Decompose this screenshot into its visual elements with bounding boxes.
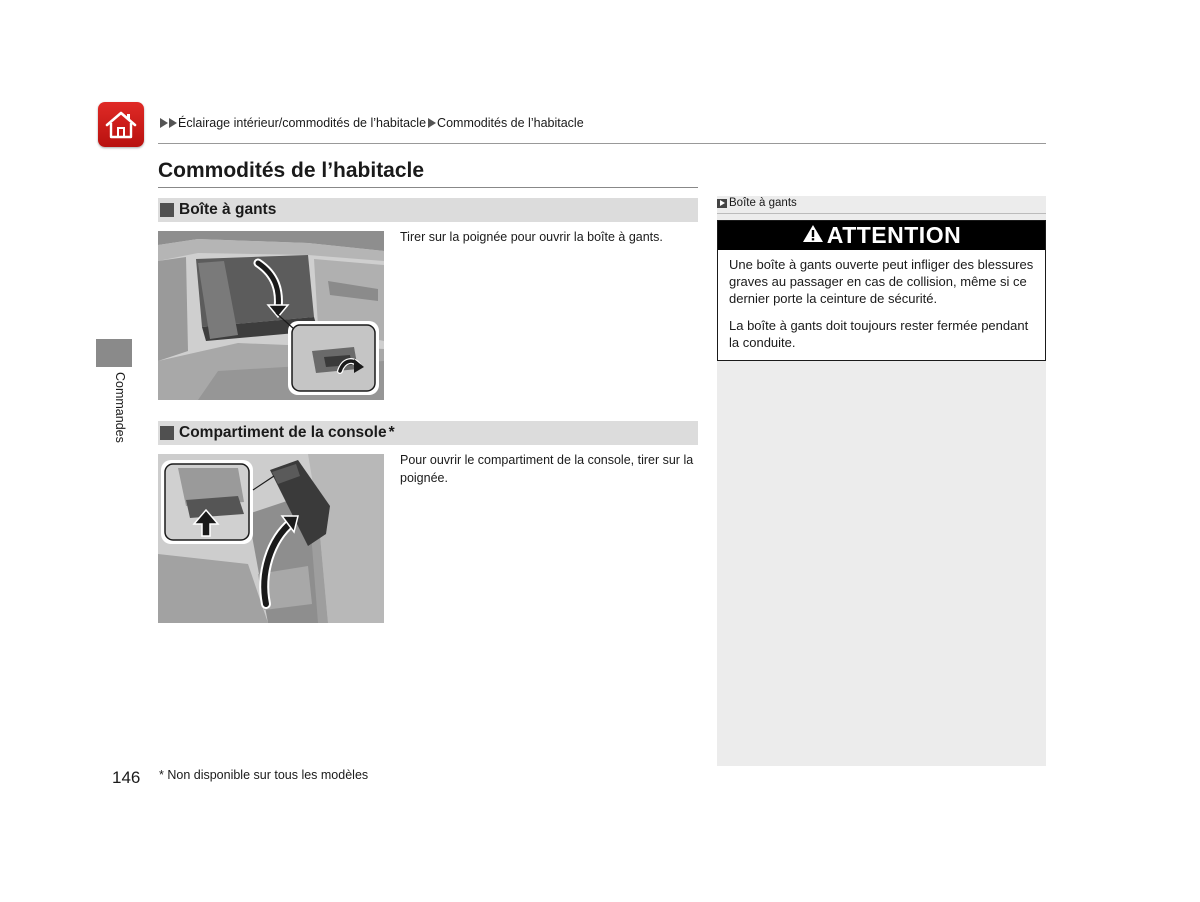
note-divider — [717, 213, 1046, 214]
section-text-boite-a-gants: Tirer sur la poignée pour ouvrir la boîte à gants. — [400, 230, 663, 244]
section-text-compartiment-console: Pour ouvrir le compartiment de la console, tirer sur la poignée. — [400, 453, 694, 485]
warning-triangle-icon — [802, 224, 827, 248]
breadcrumb — [160, 116, 584, 130]
console-compartment-illustration — [158, 454, 384, 623]
breadcrumb-divider — [158, 143, 1046, 144]
page-number: 146 — [112, 768, 141, 787]
side-tab-label[interactable]: Commandes — [113, 372, 127, 443]
side-tab-marker — [96, 339, 132, 367]
home-button[interactable] — [98, 102, 144, 147]
title-divider — [158, 187, 698, 188]
warning-paragraph: Une boîte à gants ouverte peut infliger des blessures graves au passager en cas de collision, même si ce dernier porte la ceinture de sécurité. — [729, 257, 1034, 306]
warning-body — [718, 250, 1045, 351]
section-marker-icon — [160, 426, 174, 440]
warning-title: ATTENTION — [826, 222, 962, 248]
warning-paragraph: La boîte à gants doit toujours rester fermée pendant la conduite. — [729, 318, 1029, 350]
note-reference — [717, 197, 797, 209]
unavailable-asterisk: * — [388, 424, 395, 441]
glove-box-illustration — [158, 231, 384, 400]
home-icon — [104, 110, 138, 140]
triangle-right-icon — [160, 118, 168, 128]
page-title: Commodités de l’habitacle — [158, 159, 425, 182]
reference-arrow-icon — [717, 199, 727, 208]
footnote: * Non disponible sur tous les modèles — [159, 768, 369, 782]
warning-header — [718, 221, 1045, 250]
section-header-compartiment-console — [158, 421, 698, 445]
breadcrumb-item-commodites[interactable]: Commodités de l’habitacle — [437, 116, 584, 130]
note-reference-label[interactable]: Boîte à gants — [729, 197, 797, 209]
section-title: Compartiment de la console — [179, 424, 387, 441]
warning-box — [717, 220, 1046, 361]
section-header-boite-a-gants — [158, 198, 698, 222]
section-marker-icon — [160, 203, 174, 217]
triangle-right-icon — [428, 118, 436, 128]
triangle-right-icon — [169, 118, 177, 128]
breadcrumb-item-eclairage[interactable]: Éclairage intérieur/commodités de l’habitacle — [178, 116, 427, 130]
section-title: Boîte à gants — [179, 201, 277, 218]
